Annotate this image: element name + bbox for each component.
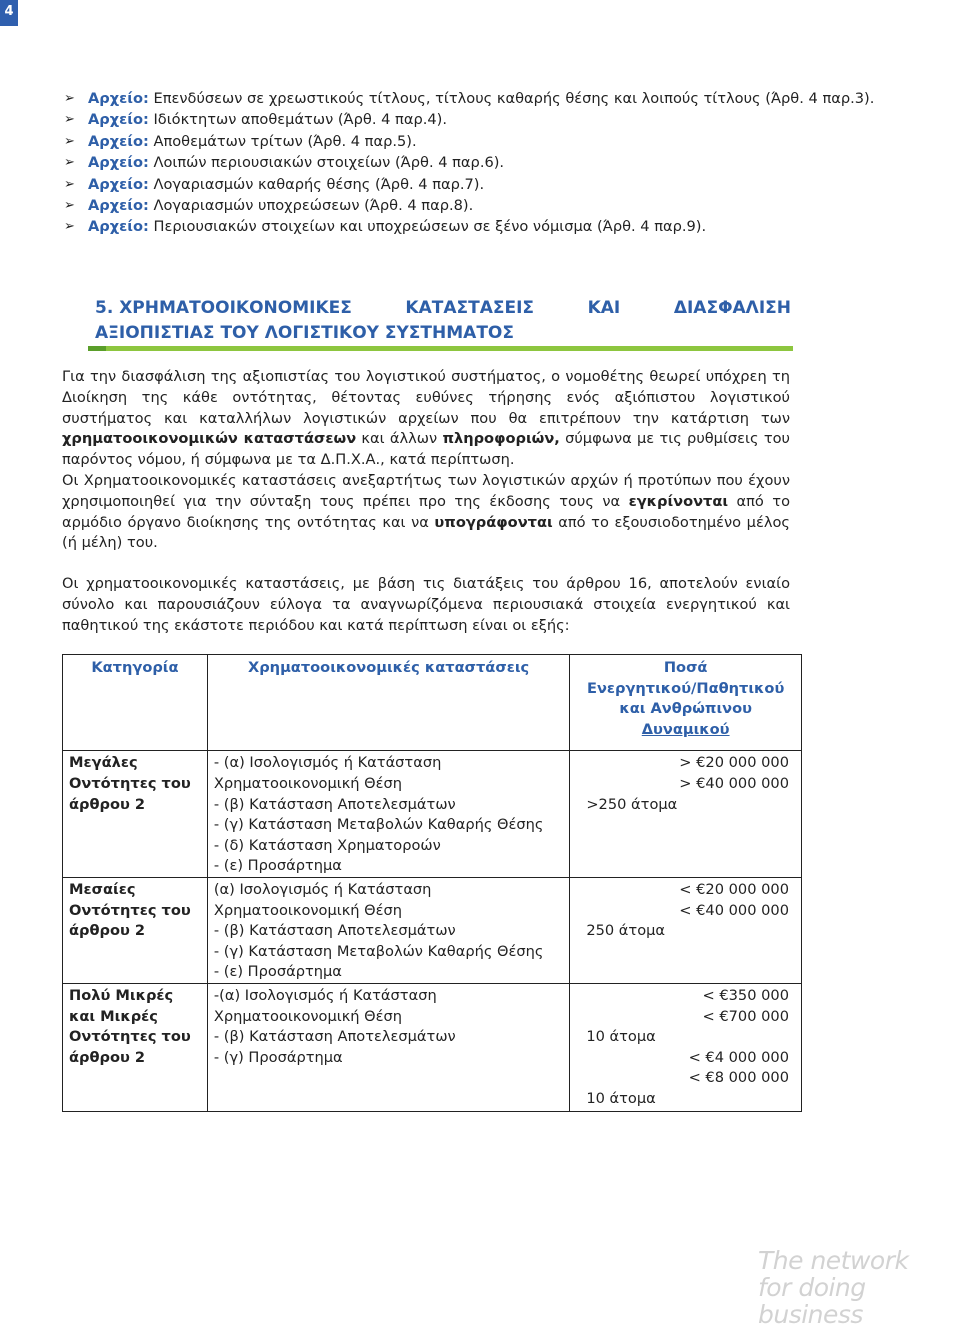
- amounts-cell: [570, 751, 802, 878]
- statement-line: - (γ) Κατάσταση Μεταβολών Καθαρής Θέσης: [213, 942, 544, 960]
- paragraph-bold-text: υπογράφονται: [434, 513, 553, 531]
- category-line: Οντότητες του: [69, 901, 191, 919]
- category-line: άρθρου 2: [69, 922, 146, 940]
- employees-value: 10 άτομα: [586, 1089, 656, 1107]
- category-line: άρθρου 2: [69, 795, 146, 813]
- table-row: [63, 877, 802, 983]
- paragraph-text: και άλλων: [356, 430, 443, 448]
- statement-line: Χρηματοοικονομική Θέση: [213, 1007, 403, 1025]
- amount-value: < €700 000: [702, 1007, 789, 1025]
- heading-word: ΚΑΤΑΣΤΑΣΕΙΣ: [405, 298, 535, 318]
- amounts-cell: [570, 877, 802, 983]
- statement-line: (α) Ισολογισμός ή Κατάσταση: [213, 880, 432, 898]
- category-line: και Μικρές: [69, 1007, 158, 1025]
- watermark-line: The network: [758, 1246, 909, 1275]
- paragraph-text: από το αρμόδιο όργανο διοίκησης της οντότητας και να: [62, 492, 790, 531]
- arrow-bullet-icon: ➢: [64, 133, 75, 149]
- list-item: [62, 109, 922, 130]
- bullet-label: Αρχείο:: [88, 175, 149, 193]
- category-line: άρθρου 2: [69, 1048, 146, 1066]
- list-item: [62, 131, 922, 152]
- financial-statements-table: [62, 654, 802, 1112]
- bullet-label: Αρχείο:: [88, 111, 149, 129]
- bullet-label: Αρχείο:: [88, 154, 149, 172]
- bullet-label: Αρχείο:: [88, 218, 149, 236]
- category-cell: [63, 751, 208, 878]
- statement-line: - (ε) Προσάρτημα: [213, 963, 342, 981]
- employees-value: 10 άτομα: [586, 1028, 656, 1046]
- bullet-text: Περιουσιακών στοιχείων και υποχρεώσεων σε ξένο νόμισμα (Άρθ. 4 παρ.9).: [148, 218, 707, 236]
- category-line: Πολύ Μικρές: [69, 986, 174, 1004]
- heading-word: 5. ΧΡΗΜΑΤΟΟΙΚΟΝΟΜΙΚΕΣ: [95, 298, 352, 318]
- statement-line: - (β) Κατάσταση Αποτελεσμάτων: [213, 922, 456, 940]
- arrow-bullet-icon: ➢: [64, 155, 75, 171]
- paragraph-approval: [62, 471, 790, 554]
- bullet-label: Αρχείο:: [88, 132, 149, 150]
- employees-value: >250 άτομα: [586, 795, 678, 813]
- category-cell: [63, 877, 208, 983]
- amounts-cell: [570, 983, 802, 1112]
- paragraph-bold-text: χρηματοοικονομικών καταστάσεων: [62, 430, 357, 448]
- statement-line: - (γ) Προσάρτημα: [213, 1048, 343, 1066]
- bullet-text: Ιδιόκτητων αποθεμάτων (Άρθ. 4 παρ.4).: [148, 111, 447, 129]
- amount-value: < €8 000 000: [688, 1069, 789, 1087]
- paragraph-bold-text: πληροφοριών,: [442, 430, 560, 448]
- header-statements: Χρηματοοικονομικές καταστάσεις: [207, 655, 569, 751]
- header-amounts-line: και Ανθρώπινου: [619, 700, 752, 718]
- statements-cell: [207, 877, 569, 983]
- amount-value: < €4 000 000: [688, 1048, 789, 1066]
- bullet-text: Αποθεμάτων τρίτων (Άρθ. 4 παρ.5).: [148, 132, 417, 150]
- bullet-text: Λογαριασμών υποχρεώσεων (Άρθ. 4 παρ.8).: [148, 197, 474, 215]
- statement-line: Χρηματοοικονομική Θέση: [213, 774, 403, 792]
- list-item: [62, 195, 922, 216]
- table-row: [63, 751, 802, 878]
- watermark-line: business: [758, 1300, 863, 1329]
- bullet-text: Λοιπών περιουσιακών στοιχείων (Άρθ. 4 παρ.6).: [148, 154, 505, 172]
- watermark-logo: [758, 1247, 948, 1328]
- heading-word: ΔΙΑΣΦΑΛΙΣΗ: [673, 298, 791, 318]
- underline-accent: [88, 346, 106, 351]
- header-category: Κατηγορία: [63, 655, 208, 751]
- statement-line: - (α) Ισολογισμός ή Κατάσταση: [213, 754, 442, 772]
- statement-line: - (δ) Κατάσταση Χρηματοροών: [213, 836, 441, 854]
- paragraph-text: Για την διασφάλιση της αξιοπιστίας του λογιστικού συστήματος, ο νομοθέτης θεωρεί υπόχρεη τη Διοίκηση της κάθε οντότητας, θέτοντας ευθύνες τήρησης ενός αξιόπιστου λογιστικού συστήματος και καταλλήλων λογιστικών αρχείων που θα επιτρέπουν την κατάρτιση των: [62, 368, 790, 427]
- category-line: Οντότητες του: [69, 1028, 191, 1046]
- arrow-bullet-icon: ➢: [64, 112, 75, 128]
- statement-line: Χρηματοοικονομική Θέση: [213, 901, 403, 919]
- category-line: Μεσαίες: [69, 880, 136, 898]
- header-amounts: [570, 655, 802, 751]
- table-header-row: [63, 655, 802, 751]
- list-item: [62, 152, 922, 173]
- heading-underline-bar: [88, 346, 793, 351]
- header-amounts-line: Δυναμικού: [641, 720, 730, 738]
- statements-cell: [207, 751, 569, 878]
- employees-value: 250 άτομα: [586, 922, 666, 940]
- paragraph-reliability: [62, 367, 790, 471]
- paragraph-text: σύμφωνα με τις ρυθμίσεις του παρόντος νόμου, ή σύμφωνα με τα Δ.Π.Χ.Α., κατά περίπτωση.: [62, 430, 790, 469]
- amount-value: > €40 000 000: [679, 774, 789, 792]
- list-item: [62, 88, 922, 109]
- paragraph-text: Οι Χρηματοοικονομικές καταστάσεις ανεξαρτήτως των λογιστικών αρχών ή προτύπων που έχουν χρησιμοποιηθεί για την σύνταξη τους πρέπει προ της έκδοσης τους να: [62, 472, 790, 510]
- statement-line: - (γ) Κατάσταση Μεταβολών Καθαρής Θέσης: [213, 816, 544, 834]
- arrow-bullet-icon: ➢: [64, 198, 75, 214]
- header-amounts-line: Ποσά: [663, 659, 708, 676]
- paragraph-statements: Οι χρηματοοικονομικές καταστάσεις, με βάση τις διατάξεις του άρθρου 16, αποτελούν ενιαίο σύνολο και παρουσιάζουν εύλογα τα αναγνωρίζόμενα περιουσιακά στοιχεία ενεργητικού και παθητικού της εκάστοτε περιόδου και κατά περίπτωση είναι οι εξής:: [62, 575, 790, 634]
- amount-value: > €20 000 000: [679, 754, 789, 772]
- amount-value: < €350 000: [702, 986, 789, 1004]
- arrow-bullet-icon: ➢: [64, 176, 75, 192]
- list-item: [62, 174, 922, 195]
- page-number: 4: [0, 0, 18, 26]
- table-row: [63, 983, 802, 1112]
- arrow-bullet-icon: ➢: [64, 219, 75, 235]
- paragraph-text: από το εξουσιοδοτημένο μέλος (ή μέλη) του.: [62, 513, 790, 552]
- arrow-bullet-icon: ➢: [64, 91, 75, 106]
- bullet-text: Επενδύσεων σε χρεωστικούς τίτλους, τίτλους καθαρής θέσης και λοιπούς τίτλους (Άρθ. 4 παρ.3).: [148, 90, 875, 107]
- list-item: [62, 216, 922, 237]
- heading-line-2: ΑΞΙΟΠΙΣΤΙΑΣ ΤΟΥ ΛΟΓΙΣΤΙΚΟΥ ΣΥΣΤΗΜΑΤΟΣ: [95, 323, 514, 343]
- category-cell: [63, 983, 208, 1112]
- statements-cell: [207, 983, 569, 1112]
- statement-line: - (ε) Προσάρτημα: [213, 857, 342, 875]
- statement-line: - (β) Κατάσταση Αποτελεσμάτων: [213, 1028, 456, 1046]
- bullet-text: Λογαριασμών καθαρής θέσης (Άρθ. 4 παρ.7).: [148, 175, 485, 193]
- category-line: Οντότητες του: [69, 774, 191, 792]
- bullet-label: Αρχείο:: [88, 197, 149, 215]
- statement-line: - (β) Κατάσταση Αποτελεσμάτων: [213, 795, 456, 813]
- category-line: Μεγάλες: [69, 754, 138, 772]
- section-heading: [95, 296, 791, 346]
- heading-word: ΚΑΙ: [587, 298, 621, 318]
- amount-value: < €40 000 000: [679, 901, 789, 919]
- amount-value: < €20 000 000: [679, 880, 789, 898]
- paragraph-bold-text: εγκρίνονται: [628, 492, 729, 510]
- statement-line: -(α) Ισολογισμός ή Κατάσταση: [213, 986, 437, 1004]
- watermark-line: for doing: [758, 1273, 866, 1302]
- header-amounts-line: Ενεργητικού/Παθητικού: [587, 679, 785, 697]
- bullet-label: Αρχείο:: [88, 90, 149, 107]
- archive-bullet-list: [62, 88, 922, 238]
